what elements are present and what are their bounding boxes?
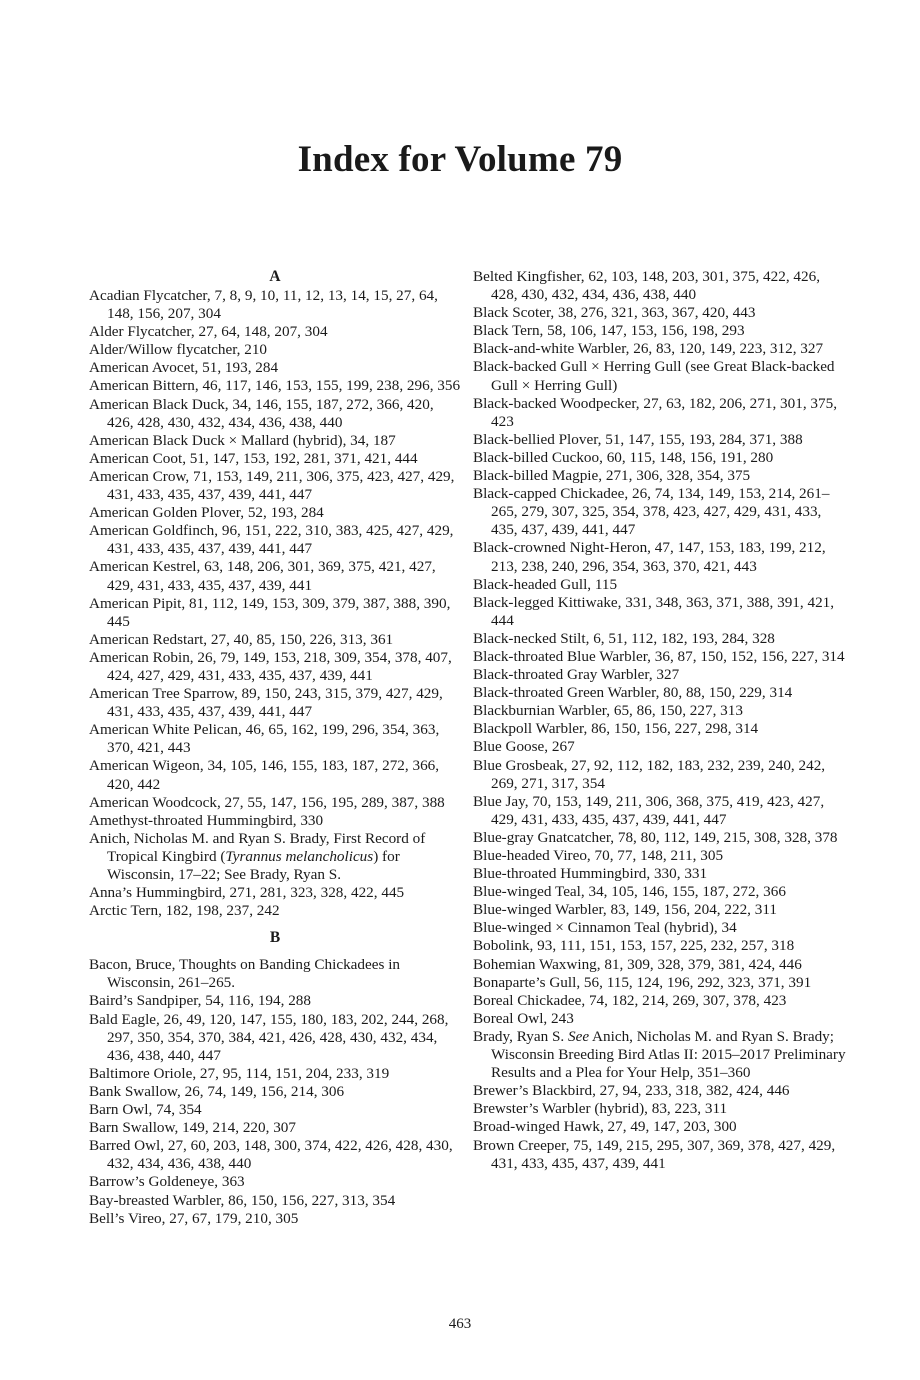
index-entries-a-end xyxy=(89,884,461,920)
index-entry: American Coot, 51, 147, 153, 192, 281, 371, 421, 444 xyxy=(89,449,418,467)
index-entry: Black-necked Stilt, 6, 51, 112, 182, 193, 284, 328 xyxy=(473,629,775,647)
index-entry: Boreal Chickadee, 74, 182, 214, 269, 307, 378, 423 xyxy=(473,991,787,1009)
index-entry: Blue Jay, 70, 153, 149, 211, 306, 368, 375, 419, 423, 427, 429, 431, 433, 435, 437, 439, 441, 447 xyxy=(473,792,825,828)
index-entries-b xyxy=(89,956,461,1227)
index-entry: American Kestrel, 63, 148, 206, 301, 369, 375, 421, 427, 429, 431, 433, 435, 437, 439, 441 xyxy=(89,558,436,594)
index-entry: Barn Swallow, 149, 214, 220, 307 xyxy=(89,1119,296,1137)
index-entry: Black-headed Gull, 115 xyxy=(473,575,618,593)
index-entry: American White Pelican, 46, 65, 162, 199, 296, 354, 363, 370, 421, 443 xyxy=(89,721,440,757)
index-column-right xyxy=(473,268,847,1173)
index-entry: Black-bellied Plover, 51, 147, 155, 193, 284, 371, 388 xyxy=(473,430,803,448)
index-entry: American Tree Sparrow, 89, 150, 243, 315, 379, 427, 429, 431, 433, 435, 437, 439, 441, 447 xyxy=(89,685,443,721)
index-entry: Blue-headed Vireo, 70, 77, 148, 211, 305 xyxy=(473,847,724,864)
index-entry: American Pipit, 81, 112, 149, 153, 309, 379, 387, 388, 390, 445 xyxy=(89,594,451,630)
index-entry: Belted Kingfisher, 62, 103, 148, 203, 301, 375, 422, 426, 428, 430, 432, 434, 436, 438, 440 xyxy=(473,268,820,304)
index-entry: Blue-winged × Cinnamon Teal (hybrid), 34 xyxy=(473,919,737,937)
index-entry: American Golden Plover, 52, 193, 284 xyxy=(89,504,324,522)
index-entry: Barn Owl, 74, 354 xyxy=(89,1101,202,1119)
index-entry: American Black Duck, 34, 146, 155, 187, 272, 366, 420, 426, 428, 430, 432, 434, 436, 438, 440 xyxy=(89,395,434,431)
index-entry: Black-throated Blue Warbler, 36, 87, 150, 152, 156, 227, 314 xyxy=(473,647,845,665)
index-entry: Alder Flycatcher, 27, 64, 148, 207, 304 xyxy=(89,323,328,341)
index-entry: American Robin, 26, 79, 149, 153, 218, 309, 354, 378, 407, 424, 427, 429, 431, 433, 435, 437, 439, 441 xyxy=(89,648,452,684)
index-entry: Blue Grosbeak, 27, 92, 112, 182, 183, 232, 239, 240, 242, 269, 271, 317, 354 xyxy=(473,756,826,792)
index-entry: American Avocet, 51, 193, 284 xyxy=(89,359,279,377)
index-entry: Black-billed Magpie, 271, 306, 328, 354, 375 xyxy=(473,467,751,485)
index-entry: Black Tern, 58, 106, 147, 153, 156, 198, 293 xyxy=(473,322,745,340)
index-entry: Black Scoter, 38, 276, 321, 363, 367, 420, 443 xyxy=(473,304,756,322)
index-column-left xyxy=(89,268,461,1228)
page-number: 463 xyxy=(448,1316,472,1332)
index-entry: Baltimore Oriole, 27, 95, 114, 151, 204, 233, 319 xyxy=(89,1064,390,1082)
index-entry: Bobolink, 93, 111, 151, 153, 157, 225, 232, 257, 318 xyxy=(473,937,795,955)
index-entry: Black-throated Gray Warbler, 327 xyxy=(473,666,680,684)
index-entry: Bohemian Waxwing, 81, 309, 328, 379, 381, 424, 446 xyxy=(473,955,802,973)
index-entry: Barrow’s Goldeneye, 363 xyxy=(89,1173,245,1191)
index-entry: Amethyst-throated Hummingbird, 330 xyxy=(89,811,324,829)
index-entry: Black-and-white Warbler, 26, 83, 120, 149, 223, 312, 327 xyxy=(473,340,824,358)
section-letter-a: A xyxy=(269,268,281,285)
index-entry: Boreal Owl, 243 xyxy=(473,1009,574,1027)
index-entry: Black-billed Cuckoo, 60, 115, 148, 156, 191, 280 xyxy=(473,448,774,466)
index-entries-right-end xyxy=(473,1082,847,1172)
index-entries-a xyxy=(89,287,461,830)
index-entry: American Goldfinch, 96, 151, 222, 310, 383, 425, 427, 429, 431, 433, 435, 437, 439, 441, 447 xyxy=(89,522,454,558)
index-entry: Bay-breasted Warbler, 86, 150, 156, 227, 313, 354 xyxy=(89,1191,396,1209)
index-entry: Barred Owl, 27, 60, 203, 148, 300, 374, 422, 426, 428, 430, 432, 434, 436, 438, 440 xyxy=(89,1137,453,1173)
index-entry: Blue-winged Warbler, 83, 149, 156, 204, 222, 311 xyxy=(473,901,777,919)
index-entry: Brewster’s Warbler (hybrid), 83, 223, 311 xyxy=(473,1100,728,1118)
index-entry: Bonaparte’s Gull, 56, 115, 124, 196, 292, 323, 371, 391 xyxy=(473,973,812,991)
index-entry: Acadian Flycatcher, 7, 8, 9, 10, 11, 12, 13, 14, 15, 27, 64, 148, 156, 207, 304 xyxy=(89,287,438,323)
index-entry: Black-crowned Night-Heron, 47, 147, 153, 183, 199, 212, 213, 238, 240, 296, 354, 363, 370, 421, 443 xyxy=(473,539,826,575)
index-entry: Bell’s Vireo, 27, 67, 179, 210, 305 xyxy=(89,1209,299,1227)
index-entry: Bacon, Bruce, Thoughts on Banding Chickadees in Wisconsin, 261–265. xyxy=(89,956,401,992)
index-entry: Blue-gray Gnatcatcher, 78, 80, 112, 149, 215, 308, 328, 378 xyxy=(473,828,838,846)
index-entry: Black-backed Gull × Herring Gull (see Great Black-backed Gull × Herring Gull) xyxy=(473,358,835,394)
index-entry: Baird’s Sandpiper, 54, 116, 194, 288 xyxy=(89,992,311,1010)
index-entry: American Woodcock, 27, 55, 147, 156, 195, 289, 387, 388 xyxy=(89,793,445,811)
index-entry: Black-throated Green Warbler, 80, 88, 150, 229, 314 xyxy=(473,684,793,702)
index-entry: Alder/Willow flycatcher, 210 xyxy=(89,341,268,359)
index-entry: Blue-winged Teal, 34, 105, 146, 155, 187, 272, 366 xyxy=(473,883,786,901)
index-entry: Blue-throated Hummingbird, 330, 331 xyxy=(473,865,708,883)
index-entry: American Redstart, 27, 40, 85, 150, 226, 313, 361 xyxy=(89,630,394,648)
index-entry: American Wigeon, 34, 105, 146, 155, 183, 187, 272, 366, 420, 442 xyxy=(89,757,440,793)
index-entry: Brewer’s Blackbird, 27, 94, 233, 318, 382, 424, 446 xyxy=(473,1082,790,1100)
index-entry: Bank Swallow, 26, 74, 149, 156, 214, 306 xyxy=(89,1082,345,1100)
index-entry: American Black Duck × Mallard (hybrid), 34, 187 xyxy=(89,431,396,449)
index-entry: Arctic Tern, 182, 198, 237, 242 xyxy=(89,902,280,920)
index-entry: Blue Goose, 267 xyxy=(473,738,575,756)
index-entry: American Crow, 71, 153, 149, 211, 306, 375, 423, 427, 429, 431, 433, 435, 437, 439, 441, 447 xyxy=(89,467,455,504)
index-entry-anich: Anich, Nicholas M. and Ryan S. Brady, First Record of Tropical Kingbird (Tyrannus melancholicus) for Wisconsin, 17–22; See Brady, Ryan S. xyxy=(89,829,426,883)
section-letter-b: B xyxy=(269,929,281,947)
index-entry-brady: Brady, Ryan S. See Anich, Nicholas M. and Ryan S. Brady; Wisconsin Breeding Bird Atlas II: 2015–2017 Preliminary Results and a Plea for Your Help, 351–360 xyxy=(473,1027,846,1082)
index-entry: Blackpoll Warbler, 86, 150, 156, 227, 298, 314 xyxy=(473,720,759,738)
index-entry: Blackburnian Warbler, 65, 86, 150, 227, 313 xyxy=(473,702,743,720)
index-entry: Black-capped Chickadee, 26, 74, 134, 149, 153, 214, 261–265, 279, 307, 325, 354, 378, 423, 427, 429, 431, 433, 435, 437, 439, 441, 447 xyxy=(473,485,830,539)
index-entry: Black-legged Kittiwake, 331, 348, 363, 371, 388, 391, 421, 444 xyxy=(473,593,835,629)
index-entry: Bald Eagle, 26, 49, 120, 147, 155, 180, 183, 202, 244, 268, 297, 350, 354, 370, 384, 421, 426, 428, 430, 432, 434, 436, 438, 440, 447 xyxy=(89,1010,449,1064)
index-entry: American Bittern, 46, 117, 146, 153, 155, 199, 238, 296, 356 xyxy=(89,377,461,395)
index-entries-right-start xyxy=(473,268,847,1028)
index-entry: Anna’s Hummingbird, 271, 281, 323, 328, 422, 445 xyxy=(89,884,405,902)
index-entry: Brown Creeper, 75, 149, 215, 295, 307, 369, 378, 427, 429, 431, 433, 435, 437, 439, 441 xyxy=(473,1136,836,1172)
page-title: Index for Volume 79 xyxy=(297,139,623,180)
index-entry: Black-backed Woodpecker, 27, 63, 182, 206, 271, 301, 375, 423 xyxy=(473,394,838,430)
index-entry: Broad-winged Hawk, 27, 49, 147, 203, 300 xyxy=(473,1118,737,1136)
